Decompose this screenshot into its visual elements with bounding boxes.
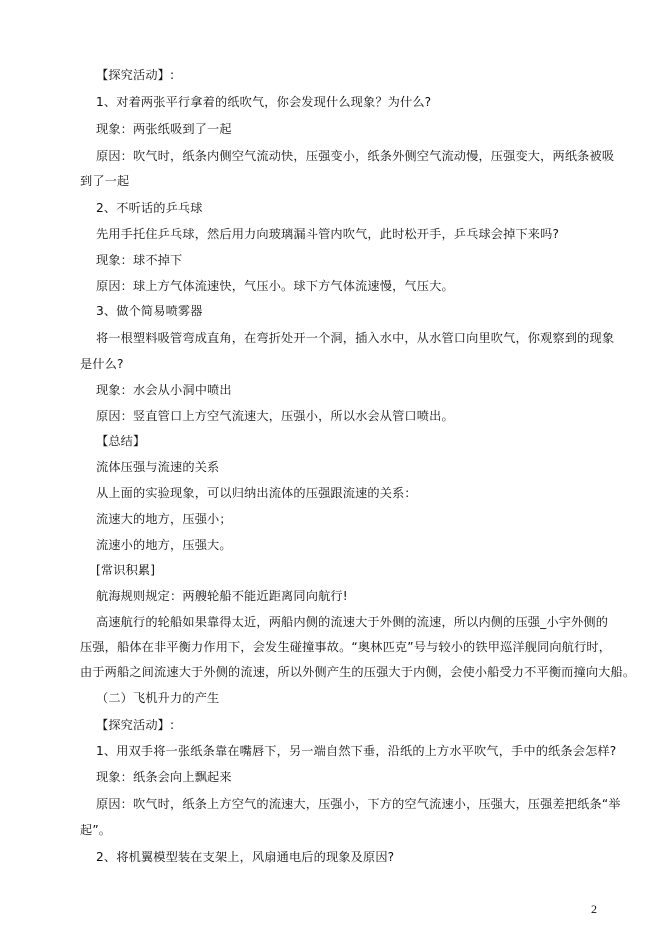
page-number: 2 [591, 902, 597, 916]
experiment-1-reason-cont: 到了一起 [80, 174, 130, 188]
ship-paragraph-line-3: 由于两船之间流速大于外侧的流速，所以外侧产生的压强大于内侧，会使小船受力不平衡而撞向大船。 [80, 665, 636, 679]
experiment-3-title: 3、做个简易喷雾器 [96, 304, 203, 318]
heading-summary: 【总结】 [96, 434, 146, 448]
experiment-1-reason: 原因：吹气时，纸条内侧空气流动快，压强变小，纸条外侧空气流动慢，压强变大，两纸条被吸 [96, 149, 615, 163]
summary-intro: 从上面的实验现象，可以归纳出流体的压强跟流速的关系： [96, 486, 417, 500]
ship-paragraph-line-2: 压强，船体在非平衡力作用下，会发生碰撞事故。“奥林匹克”号与较小的铁甲巡洋舰同向航行时， [80, 640, 612, 654]
experiment-2-title: 2、不听话的乒乓球 [96, 201, 203, 215]
heading-inquiry-activity: 【探究活动】: [96, 68, 175, 82]
experiment-2-reason: 原因：球上方气体流速快，气压小。球下方气体流速慢，气压大。 [96, 279, 454, 293]
section-2-title: （二）飞机升力的产生 [96, 691, 220, 705]
summary-rule-1: 流速大的地方，压强小； [96, 512, 232, 526]
wing-experiment-1-reason-cont: 起”。 [80, 823, 112, 837]
ship-paragraph-line-1: 高速航行的轮船如果靠得太近，两船内侧的流速大于外侧的流速，所以内侧的压强_小宇外侧的 [96, 615, 609, 629]
experiment-2-question: 先用手托住乒乓球，然后用力向玻璃漏斗管内吹气，此时松开手，乒乓球会掉下来吗? [96, 227, 560, 241]
experiment-1-phenomenon: 现象：两张纸吸到了一起 [96, 122, 232, 136]
experiment-2-phenomenon: 现象：球不掉下 [96, 253, 183, 267]
wing-experiment-1-question: 1、用双手将一张纸条靠在嘴唇下，另一端自然下垂，沿纸的上方水平吹气，手中的纸条会怎样? [96, 744, 617, 758]
summary-title: 流体压强与流速的关系 [96, 460, 220, 474]
experiment-3-reason: 原因：竖直管口上方空气流速大，压强小，所以水会从管口喷出。 [96, 409, 454, 423]
experiment-3-question-cont: 是什么? [80, 357, 124, 371]
wing-experiment-2-question: 2、将机翼模型装在支架上，风扇通电后的现象及原因? [96, 850, 395, 864]
heading-knowledge: [常识积累] [96, 563, 156, 577]
experiment-3-phenomenon: 现象：水会从小洞中喷出 [96, 383, 232, 397]
wing-experiment-1-reason: 原因：吹气时，纸条上方空气的流速大，压强小，下方的空气流速小，压强大，压强差把纸条“举 [96, 797, 621, 811]
heading-inquiry-activity-2: 【探究活动】: [96, 718, 175, 732]
experiment-1-question: 1、对着两张平行拿着的纸吹气，你会发现什么现象？为什么? [96, 95, 432, 109]
experiment-3-question: 将一根塑料吸管弯成直角，在弯折处开一个洞，插入水中，从水管口向里吹气，你观察到的现象 [96, 331, 615, 345]
navigation-rule: 航海规则规定：两艘轮船不能近距离同向航行! [96, 589, 348, 603]
wing-experiment-1-phenomenon: 现象：纸条会向上飘起来 [96, 770, 232, 784]
summary-rule-2: 流速小的地方，压强大。 [96, 538, 232, 552]
